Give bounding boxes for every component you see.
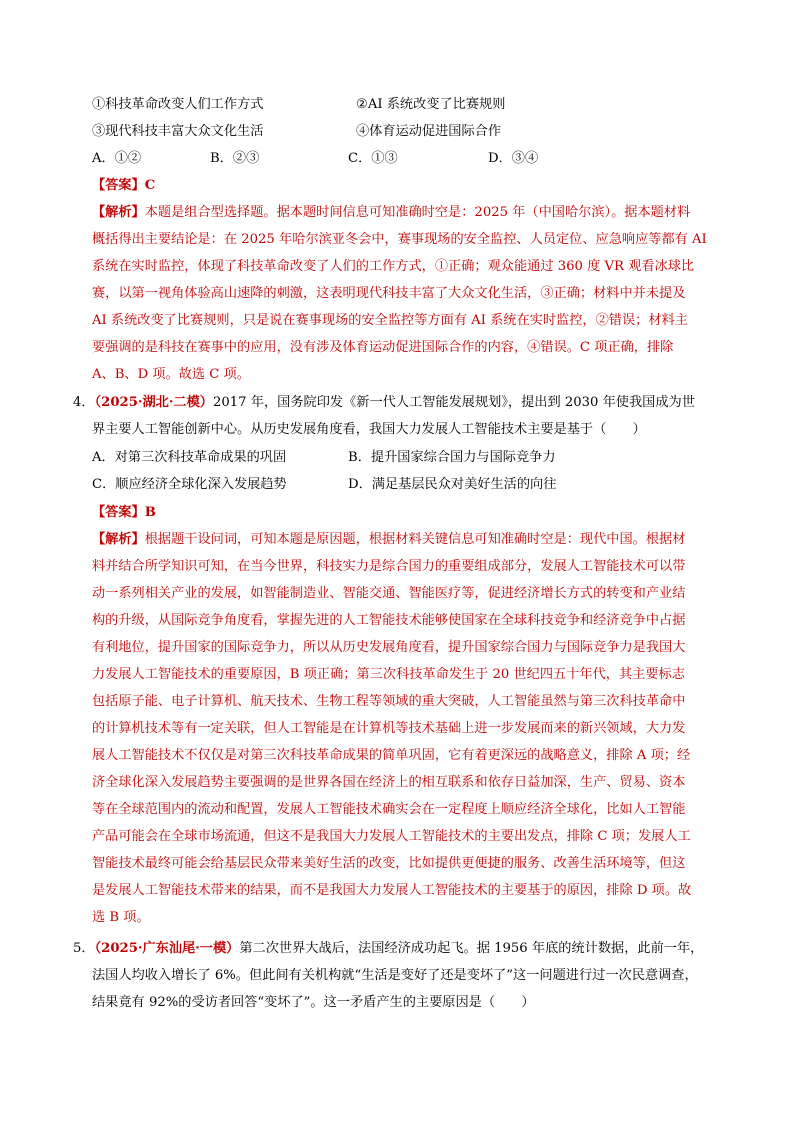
q3-analysis-line-4: 赛，以第一视角体验高山速降的刺激，这表明现代科技丰富了大众文化生活，③正确；材料中并未提及: [92, 286, 686, 301]
analysis-text: 根据题干设问词，可知本题是原因题，根据材料关键信息可知准确时空是：现代中国。根据材: [144, 532, 686, 547]
q4-analysis-line-14: 是发展人工智能技术带来的结果，而不是我国大力发展人工智能技术的主要基于的原因，排除 D 项。故: [92, 883, 692, 898]
answer-value: B: [144, 505, 156, 520]
q4-stem-line-2: 界主要人工智能创新中心。从历史发展角度看，我国大力发展人工智能技术主要是基于（ ）: [92, 422, 646, 437]
q4-analysis-line-13: 智能技术最终可能会给基层民众带来美好生活的改变，比如提供更便捷的服务、改善生活环境等，但这: [92, 856, 686, 871]
q3-analysis-line-7: A、B、D 项。故选 C 项。: [92, 367, 250, 382]
q4-analysis-line-2: 料并结合所学知识可知，在当今世界，科技实力是综合国力的重要组成部分，发展人工智能技术可以带: [92, 559, 686, 574]
q3-analysis-line-5: AI 系统改变了比赛规则，只是说在赛事现场的安全监控等方面有 AI 系统在实时监控，②错误；材料主: [92, 313, 688, 328]
statement-3: ③现代科技丰富大众文化生活: [92, 124, 264, 139]
answer-tag: 【答案】: [92, 505, 145, 520]
q4-option-a: A．对第三次科技革命成果的巩固: [92, 450, 287, 465]
q4-option-c: C．顺应经济全球化深入发展趋势: [92, 477, 287, 492]
q3-option-c: C．①③: [348, 151, 398, 166]
q4-analysis-line-8: 的计算机技术等有一定关联，但人工智能是在计算机等技术基础上进一步发展而来的新兴领域，大力发: [92, 721, 686, 736]
statement-1: ①科技革命改变人们工作方式: [92, 97, 264, 112]
q5-stem-line-3: 结果竟有 92%的受访者回答“变坏了”。这一矛盾产生的主要原因是（ ）: [92, 995, 535, 1010]
q4-analysis-line-7: 包括原子能、电子计算机、航天技术、生物工程等领域的重大突破，人工智能虽然与第三次科技革命中: [92, 694, 686, 709]
answer-value: C: [144, 178, 156, 193]
question-number: 5．: [73, 941, 95, 956]
q3-analysis-line-2: 概括得出主要结论是：在 2025 年哈尔滨亚冬会中，赛事现场的安全监控、人员定位、应急响应等都有 AI: [92, 232, 707, 247]
q4-analysis-line-6: 力发展人工智能技术的重要原因，B 项正确；第三次科技革命发生于 20 世纪四五十年代，其主要标志: [92, 667, 685, 682]
q4-analysis-line-3: 动一系列相关产业的发展，如智能制造业、智能交通、智能医疗等，促进经济增长方式的转变和产业结: [92, 586, 686, 601]
q3-answer: [92, 178, 155, 194]
question-source: （2025·湖北·二模）: [94, 395, 213, 410]
stem-text: 2017 年，国务院印发《新一代人工智能发展规划》，提出到 2030 年使我国成为世: [213, 395, 695, 410]
question-number: 4．: [73, 395, 95, 410]
answer-tag: 【答案】: [92, 178, 145, 193]
q4-analysis-line-10: 济全球化深入发展趋势主要强调的是世界各国在经济上的相互联系和依存日益加深，生产、贸易、资本: [92, 775, 686, 790]
analysis-tag: 【解析】: [92, 205, 145, 220]
q3-analysis-line-1: [92, 205, 690, 221]
q4-analysis-line-15: 选 B 项。: [92, 910, 150, 925]
q3-option-a: A．①②: [92, 151, 142, 166]
q5-stem-line-2: 法国人均收入增长了 6%。但此间有关机构就“生活是变好了还是变坏了”这一问题进行过一次民意调查，: [92, 968, 698, 983]
question-source: （2025·广东汕尾·一模）: [94, 941, 240, 956]
q3-analysis-line-6: 要强调的是科技在赛事中的应用，没有涉及体育运动促进国际合作的内容，④错误。C 项正确，排除: [92, 340, 674, 355]
stem-text: 第二次世界大战后，法国经济成功起飞。据 1956 年底的统计数据，此前一年，: [239, 941, 704, 956]
q3-option-d: D．③④: [488, 151, 539, 166]
q3-analysis-line-3: 系统在实时监控，体现了科技革命改变了人们的工作方式，①正确；观众能通过 360 度 VR 观看冰球比: [92, 259, 695, 274]
statement-2: ②AI 系统改变了比赛规则: [356, 97, 506, 112]
q3-option-b: B．②③: [210, 151, 260, 166]
q4-option-b: B．提升国家综合国力与国际竞争力: [348, 450, 556, 465]
q4-answer: [92, 505, 156, 521]
q4-option-d: D．满足基层民众对美好生活的向往: [348, 477, 557, 492]
q4-analysis-line-12: 产品可能会在全球市场流通，但这不是我国大力发展人工智能技术的主要出发点，排除 C 项；发展人工: [92, 829, 691, 844]
analysis-text: 本题是组合型选择题。据本题时间信息可知准确时空是：2025 年（中国哈尔滨）。据本题材料: [144, 205, 691, 220]
q4-analysis-line-4: 构的升级，从国际竞争角度看，掌握先进的人工智能技术能够使国家在全球科技竞争和经济竞争中占据: [92, 613, 686, 628]
q5-stem-line-1: [73, 941, 703, 957]
statement-4: ④体育运动促进国际合作: [356, 124, 502, 139]
q4-analysis-line-1: [92, 532, 685, 548]
q4-analysis-line-9: 展人工智能技术不仅仅是对第三次科技革命成果的简单巩固，它有着更深远的战略意义，排除 A 项；经: [92, 748, 691, 763]
q4-analysis-line-11: 等在全球范围内的流动和配置，发展人工智能技术确实会在一定程度上顺应经济全球化，比如人工智能: [92, 802, 686, 817]
q4-analysis-line-5: 有利地位，提升国家的国际竞争力，所以从历史发展角度看，提升国家综合国力与国际竞争力是我国大: [92, 640, 686, 655]
analysis-tag: 【解析】: [92, 532, 145, 547]
q4-stem-line-1: [73, 395, 695, 411]
